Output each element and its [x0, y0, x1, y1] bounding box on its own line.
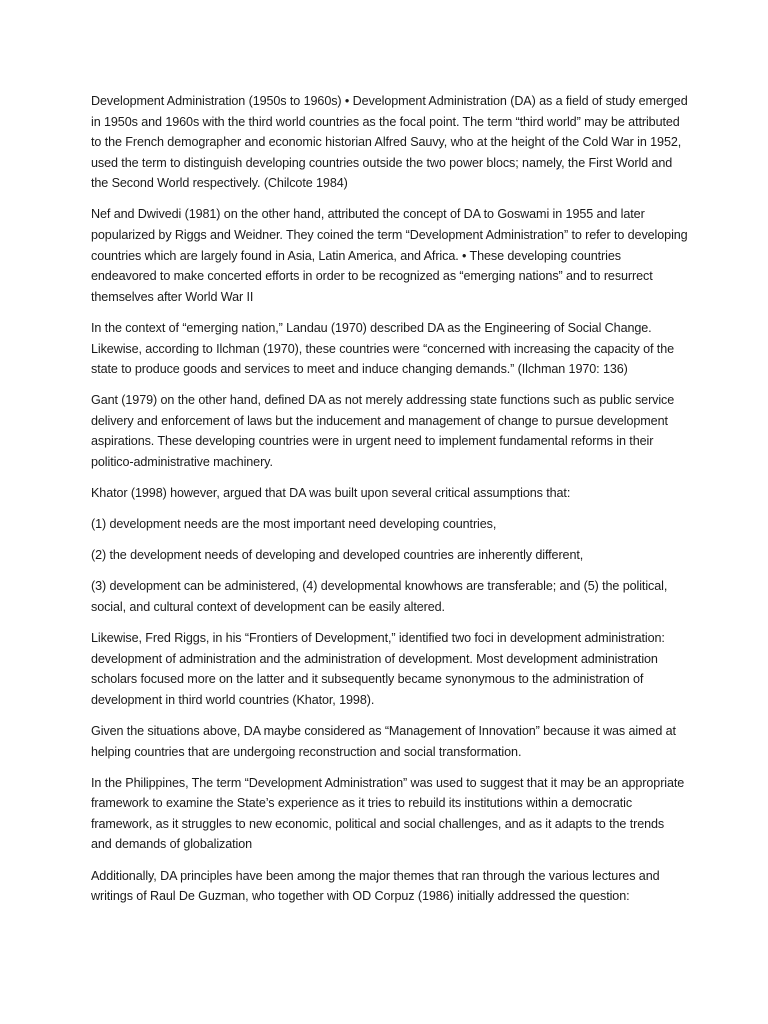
paragraph-assumption-1: (1) development needs are the most important need developing countries,: [91, 517, 497, 532]
paragraph-management-innovation: Given the situations above, DA maybe considered as “Management of Innovation” because it was aimed at helping countries that are undergoing reconstruction and social transformation.: [91, 723, 676, 759]
paragraph-gant: Gant (1979) on the other hand, defined DA as not merely addressing state functions such as public service delivery and enforcement of laws but the inducement and management of change to pursue development aspirations. These developing countries were in urgent need to implement fundamental reforms in their politico-administrative machinery.: [91, 393, 675, 469]
paragraph-de-guzman: Additionally, DA principles have been among the major themes that ran through the various lectures and writings of Raul De Guzman, who together with OD Corpuz (1986) initially addressed the question:: [91, 868, 660, 904]
paragraph-assumption-2: (2) the development needs of developing and developed countries are inherently different,: [91, 548, 584, 563]
paragraph-da-origins: Development Administration (1950s to 1960s) • Development Administration (DA) as a field of study emerged in 1950s and 1960s with the third world countries as the focal point. The term “third world” may be attributed to the French demographer and economic historian Alfred Sauvy, who at the height of the Cold War in 1952, used the term to distinguish developing countries outside the two power blocs; namely, the First World and the Second World respectively. (Chilcote 1984): [91, 94, 688, 191]
paragraph-khator-intro: Khator (1998) however, argued that DA was built upon several critical assumptions that:: [91, 486, 571, 501]
paragraph-philippines: In the Philippines, The term “Development Administration” was used to suggest that it may be an appropriate framework to examine the State’s experience as it tries to rebuild its institutions within a democratic framework, as it struggles to new economic, political and social challenges, and as it adapts to the trends and demands of globalization: [91, 775, 685, 852]
paragraph-nef-dwivedi: Nef and Dwivedi (1981) on the other hand, attributed the concept of DA to Goswami in 1955 and later popularized by Riggs and Weidner. They coined the term “Development Administration” to refer to developing countries which are largely found in Asia, Latin America, and Africa. • These developing countries endeavored to make concerted efforts in order to be recognized as “emerging nations” and to resurrect themselves after World War II: [91, 207, 688, 304]
paragraph-emerging-nation: In the context of “emerging nation,” Landau (1970) described DA as the Engineering of Social Change. Likewise, according to Ilchman (1970), these countries were “concerned with increasing the capacity of the state to produce goods and services to meet and induce changing demands.” (Ilchman 1970: 136): [91, 320, 675, 377]
paragraph-riggs: Likewise, Fred Riggs, in his “Frontiers of Development,” identified two foci in development administration: development of administration and the administration of development. Most development administration scholars focused more on the latter and it subsequently became synonymous to the administration of development in third world countries (Khator, 1998).: [91, 631, 665, 707]
paragraph-assumptions-3-5: (3) development can be administered, (4) developmental knowhows are transferable; and (5) the political, social, and cultural context of development can be easily altered.: [91, 579, 668, 614]
